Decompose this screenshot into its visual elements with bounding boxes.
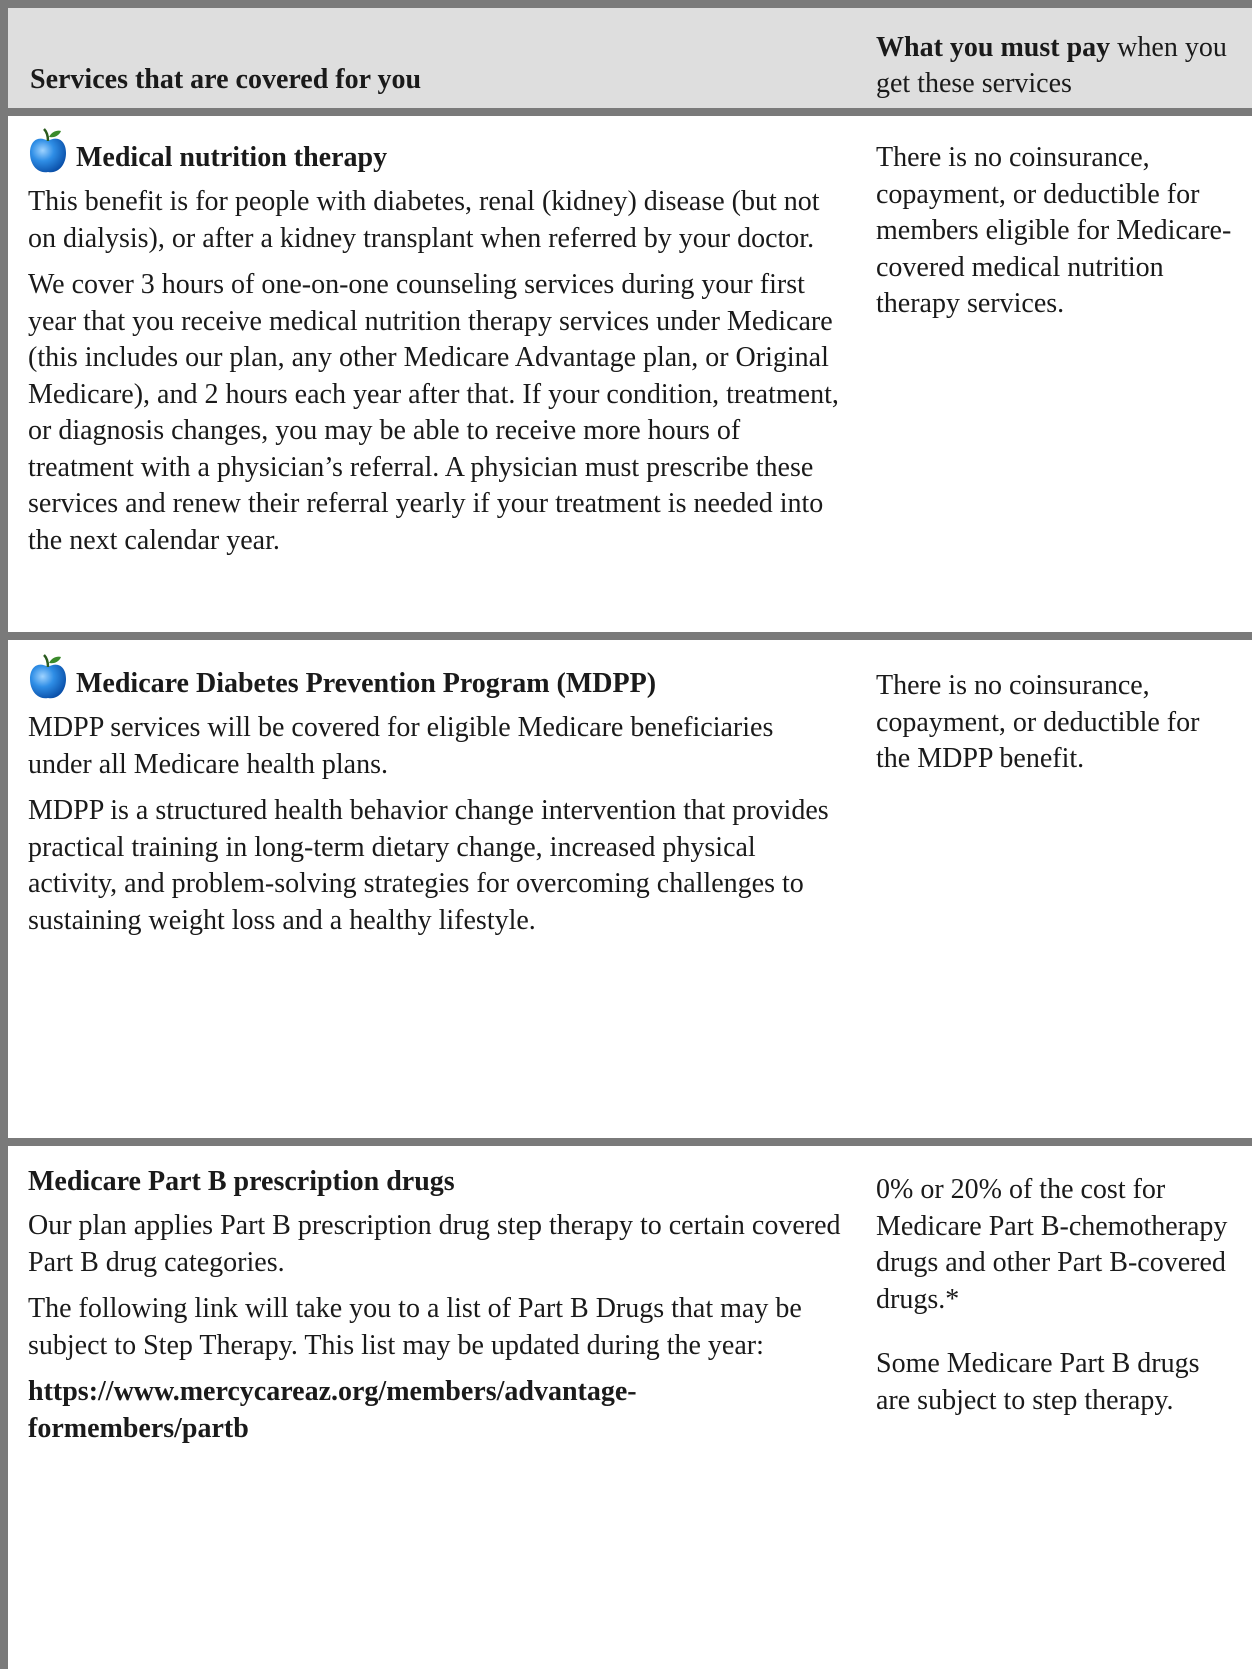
service-title-text: Medicare Diabetes Prevention Program (MDPP) xyxy=(76,667,657,699)
service-title-text: Medicare Part B prescription drugs xyxy=(28,1165,455,1197)
service-title-text: Medical nutrition therapy xyxy=(76,141,388,173)
pay-text: 0% or 20% of the cost for Medicare Part B-chemotherapy drugs and other Part B-covered drugs.* xyxy=(876,1174,1228,1315)
service-paragraph: We cover 3 hours of one-on-one counseling services during your first year that you receive medical nutrition therapy services under Medicare (this includes our plan, any other Medicare Advantage plan, or Original Medicare), and 2 hours each year after that. If your condition, treatment, or diagnosis changes, you may be able to receive more hours of treatment with a physician’s referral. A physician must prescribe these services and renew their referral yearly if your treatment is needed into the next calendar year. xyxy=(28,269,839,556)
service-paragraph: MDPP is a structured health behavior change intervention that provides practical training in long-term dietary change, increased physical activity, and problem-solving strategies for overcoming challenges to sustaining weight loss and a healthy lifestyle. xyxy=(28,795,829,936)
partb-link[interactable]: https://www.mercycareaz.org/members/advantage-formembers/partb xyxy=(28,1376,637,1444)
service-cell-nutrition xyxy=(28,138,843,569)
service-cell-partb xyxy=(28,1162,843,1457)
service-title xyxy=(28,664,843,704)
row-divider xyxy=(8,632,1252,640)
pay-cell-nutrition xyxy=(876,140,1236,333)
payment-header-rest: when you get these services xyxy=(876,32,1227,99)
pay-text: There is no coinsurance, copayment, or deductible for members eligible for Medicare-covered medical nutrition therapy services. xyxy=(876,142,1232,319)
table-header xyxy=(8,8,1252,116)
service-paragraph: The following link will take you to a list of Part B Drugs that may be subject to Step Therapy. This list may be updated during the year: xyxy=(28,1293,802,1361)
apple-icon xyxy=(28,127,68,175)
service-cell-mdpp xyxy=(28,664,843,949)
service-title xyxy=(28,138,843,178)
service-title xyxy=(28,1162,843,1202)
pay-text: There is no coinsurance, copayment, or deductible for the MDPP benefit. xyxy=(876,670,1200,774)
pay-cell-partb xyxy=(876,1172,1236,1429)
service-paragraph: This benefit is for people with diabetes, renal (kidney) disease (but not on dialysis), or after a kidney transplant when referred by your doctor. xyxy=(28,186,820,254)
apple-icon xyxy=(28,653,68,701)
paragraph-spacer xyxy=(876,1328,1236,1346)
services-column-header: Services that are covered for you xyxy=(30,64,422,95)
pay-cell-mdpp xyxy=(876,668,1236,788)
pay-text: Some Medicare Part B drugs are subject to step therapy. xyxy=(876,1348,1200,1416)
payment-header-bold: What you must pay xyxy=(876,32,1111,63)
row-divider xyxy=(8,1138,1252,1146)
service-paragraph: Our plan applies Part B prescription drug step therapy to certain covered Part B drug categories. xyxy=(28,1210,841,1278)
payment-column-header xyxy=(876,30,1246,102)
service-paragraph: MDPP services will be covered for eligible Medicare beneficiaries under all Medicare health plans. xyxy=(28,712,774,780)
